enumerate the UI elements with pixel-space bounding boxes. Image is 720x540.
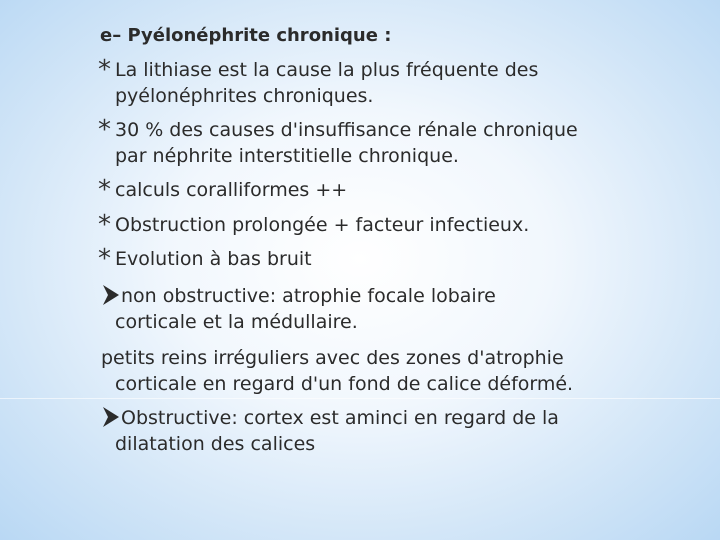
bullet-2-line-2: par néphrite interstitielle chronique. [115, 145, 459, 167]
bullet-1-line-1: La lithiase est la cause la plus fréquente des [115, 59, 539, 81]
arrow-item-1-line-2: corticale et la médullaire. [115, 311, 358, 333]
arrow-bullet-icon [102, 284, 120, 306]
bullet-star-icon: * [98, 55, 111, 85]
bullet-2-line-1: 30 % des causes d'insuffisance rénale chronique [115, 119, 578, 141]
arrow-bullet-icon [102, 406, 120, 428]
bullet-4-line-1: Obstruction prolongée + facteur infectieux. [115, 214, 530, 236]
slide-heading: e– Pyélonéphrite chronique : [100, 25, 392, 46]
bullet-3-line-1: calculs coralliformes ++ [115, 179, 348, 201]
plain-para-line-2: corticale en regard d'un fond de calice déformé. [115, 373, 574, 395]
bullet-1-line-2: pyélonéphrites chroniques. [115, 85, 374, 107]
arrow-item-1-line-1: non obstructive: atrophie focale lobaire [121, 285, 496, 307]
plain-para-line-1: petits reins irréguliers avec des zones d'atrophie [101, 347, 564, 369]
bullet-star-icon: * [98, 210, 111, 240]
bullet-star-icon: * [98, 115, 111, 145]
arrow-item-2-line-1: Obstructive: cortex est aminci en regard de la [121, 407, 559, 429]
arrow-item-2-line-2: dilatation des calices [115, 433, 316, 455]
bullet-star-icon: * [98, 244, 111, 274]
divider [0, 398, 720, 399]
bullet-star-icon: * [98, 175, 111, 205]
bullet-5-line-1: Evolution à bas bruit [115, 248, 312, 270]
